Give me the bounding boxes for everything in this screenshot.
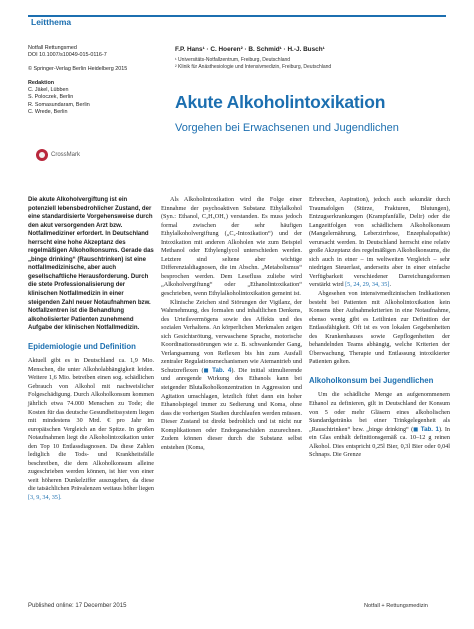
section-heading: Epidemiologie und Definition [28,341,136,351]
section-rule [28,15,446,30]
paragraph-text: Um die schädliche Menge an aufgenommenem Ethanol zu definieren, gilt in Deutschland der Konsum von 5 oder mehr Gläsern eines alkoholischen Standardgetränks bei einer Trinkgelegenheit als „Rauschtrinken“ bzw. „binge drinking“ ( [309,391,450,433]
paragraph: Als Alkoholintoxikation wird die Folge einer Einnahme der psychoaktiven Substanz Ethylalkohol (Syn.: Ethanol, C₂H₅OH₁) verstanden. Es muss jedoch formal zwischen der sehr häufigen Ethylalkoholvergiftung („C₂-Intoxikation“) und der Intoxikation mit anderen Alkoholen wie zum Beispiel Methanol oder Ethylenglycol unterschieden werden. Letztere sind seltene aber wichtige Differenzialdiagnosen, die im Abschn. „Metabolismus“ besprochen werden. Dem Lesefluss zuliebe wird „Alkoholvergiftung“ oder „Ethanolintoxikation“ geschrieben, wenn Ethylalkoholintoxikation gemeint ist. [161,196,302,298]
article-title: Akute Alkoholintoxikation [175,92,386,112]
paragraph: Erbrechen, Aspiration), jedoch auch sekundär durch Traumafolgen (Stürze, Frakturen, Blutungen), Entzugserkrankungen (Krampfanfälle, Delir) oder die Langzeitfolgen von schädlichem Alkoholkonsum (Mangelernährung, Leberzirrhose, Enzephalopathie) verursacht werden. In Deutschland herrscht eine relativ große Akzeptanz des regelmäßigen Alkoholkonsums, die sich auch in einer – im weltweiten Vergleich – sehr niedrigen Steuerlast, anderseits aber in einer einfache Verfügbarkeit verschiedener Darreichungsformen verstärkt wird [5, 24, 29, 34, 35]. [309,196,450,289]
column-3 [309,196,450,460]
doi[interactable]: DOI 10.1007/s10049-015-0116-7 [28,52,107,59]
paragraph-text: ). In ein Glas enthält definitionsgemäß ca. 10–12 g reinen Alkohol. Dies entspricht 0,25l Bier, 0,3l Bier oder 0,04l Schnaps. Die Grenze [309,425,450,459]
author-list: F.P. Hans¹ · C. Hoeren² · B. Schmid¹ · H.-J. Busch¹ [175,46,325,53]
article-meta [28,45,148,116]
affiliation: ¹ Universitäts-Notfallzentrum, Freiburg, Deutschland [175,57,291,63]
editor: R. Somasundaram, Berlin [28,101,90,108]
paragraph-text: Erbrechen, Aspiration), jedoch auch sekundär durch Traumafolgen (Stürze, Frakturen, Blutungen), Entzugserkrankungen (Krampfanfälle, Delir) oder die Langzeitfolgen von schädlichem Alkoholkonsum (Mangelernährung, Leberzirrhose, Enzephalopathie) verursacht werden. In Deutschland herrscht eine relativ große Akzeptanz des regelmäßigen Alkoholkonsums, die sich auch in einer – im weltweiten Vergleich – sehr niedrigen Steuerlast, anderseits aber in einer einfache Verfügbarkeit verschiedener Darreichungsformen verstärkt wird [309,196,450,289]
column-2 [161,196,302,452]
paragraph-text: Aktuell gibt es in Deutschland ca. 1,9 Mio. Menschen, die unter Alkoholabhängigkeit leiden. Weitere 1,6 Mio. betreiben einen sog. schädlichen Gebrauch von Alkohol mit nachweislicher Folgeschädigung. Durch Alkoholkonsum kommen jährlich etwa 74.000 Menschen zu Tode; die Kosten für das deutsche Gesundheitssystem liegen mit mindestens 30 Mrd. € pro Jahr im europäischen Vergleich an der Spitze. In großen Notaufnahmen liegt die Alkoholintoxikation unter den Top 10 Entlassdiagnosen. Da diese Zahlen lediglich die Tods- und Krankheitsfälle beschreiben, die dem Alkoholkonsum alleine zugeschrieben werden können, ist hier von einer weit höheren Dunkelziffer auszugehen, da diese die tatsächlichen Prävalenzen weitaus höher liegen [28,357,154,493]
section-heading: Alkoholkonsum bei Jugendlichen [309,375,434,385]
table-link[interactable]: ◼ Tab. 1 [413,425,439,433]
journal-name: Notfall Rettungsmed [28,45,77,51]
abstract: Die akute Alkoholvergiftung ist ein potenziell lebensbedrohlicher Zustand, der eine standardisierte Vorgehensweise durch den akut versorgenden Arzt bzw. Notfallmediziner erfordert. In Deutschland herrscht eine hohe Akzeptanz des regelmäßigen Alkoholkonsums. Gerade das „binge drinking“ (Rauschtrinken) ist eine notfallmedizinische, aber auch gesellschaftliche Herausforderung. Durch die stete Professionalisierung der klinischen Notfallmedizin in einer steigenden Zahl neuer Notaufnahmen bzw. Notfallzentren ist die Behandlung alkoholisierter Patienten zunehmend Aufgabe der klinischen Notfallmedizin. [28,197,154,332]
page-top [0,0,474,16]
crossmark-label: CrossMark [51,152,81,158]
paragraph-text: ). Die initial stimulierende und anregende Wirkung des Ethanols kann bei steigender Blutalkoholkonzentration in Aggression und Agitation umschlagen, letztlich führt dann ein hoher Ethanolspiegel immer zu Sedierung und Koma, ohne dass die vorherigen Stadien durchlaufen werden müssen. Dieser Zustand ist direkt bedrohlich und ist nicht nur Komplikationen oder Endorganschäden zuzurechnen. Zudem können dieser durch die Substanz selbst entstehen (Koma, [161,366,303,451]
paragraph [28,357,154,502]
reference-link[interactable]: [3, 9, 34, 35]. [28,494,62,501]
editor: C. Jäkel, Lübben [28,87,69,94]
crossmark-badge[interactable] [36,148,96,162]
crossmark-icon [36,149,48,161]
affiliations [175,57,455,71]
section-label: Leitthema [31,17,72,27]
journal-footer: Notfall + Rettungsmedizin [364,603,428,609]
paragraph: Abgesehen von intensivmedizinischen Indikationen besteht bei Patienten mit Alkoholintoxikation kein Konsens über Aufnahmekriterien in eine Notaufnahme, ebenso wenig gibt es Leitlinien zur Definition der Entlassfähigkeit. Oft ist es von lokalen Gegebenheiten des Krankenhauses sowie Gepflogenheiten der behandelnden Teams abhängig, welche Kriterien der Überwachung, Therapie und Entlassung intoxikierter Patienten gelten. [309,290,450,366]
redaktion-title: Redaktion [28,80,55,87]
article-subtitle: Vorgehen bei Erwachsenen und Jugendlichen [175,122,399,134]
copyright: © Springer-Verlag Berlin Heidelberg 2015 [28,66,128,73]
published-date: Published online: 17 December 2015 [28,603,127,609]
paragraph [161,299,302,453]
paragraph-text: Klinische Zeichen sind Störungen der Vigilanz, der Wahrnehmung, des formalen und inhaltlichen Denkens, des Urteilsvermögens sowie des Affekts und des sozialen Verhaltens. An körperlichen Merkmalen zeigen sich Gesichtsrötung, verwaschene Sprache, motorische Koordinationsstörungen wie z. B. schwankender Gang, Verlangsamung von Reflexen bis hin zum Ausfall zentraler Regulationsmechanismen wie Atemantrieb und Schutzreflexen ( [161,298,302,374]
editor: S. Poloczek, Berlin [28,94,74,101]
column-1 [28,196,154,503]
reference-link[interactable]: [5, 24, 29, 34, 35] [345,281,390,289]
paragraph [309,391,450,459]
affiliation: ² Klinik für Anästhesiologie und Intensivmedizin, Freiburg, Deutschland [175,64,332,70]
table-link[interactable]: ◼ Tab. 4 [203,366,232,374]
editor: C. Wrede, Berlin [28,108,68,115]
